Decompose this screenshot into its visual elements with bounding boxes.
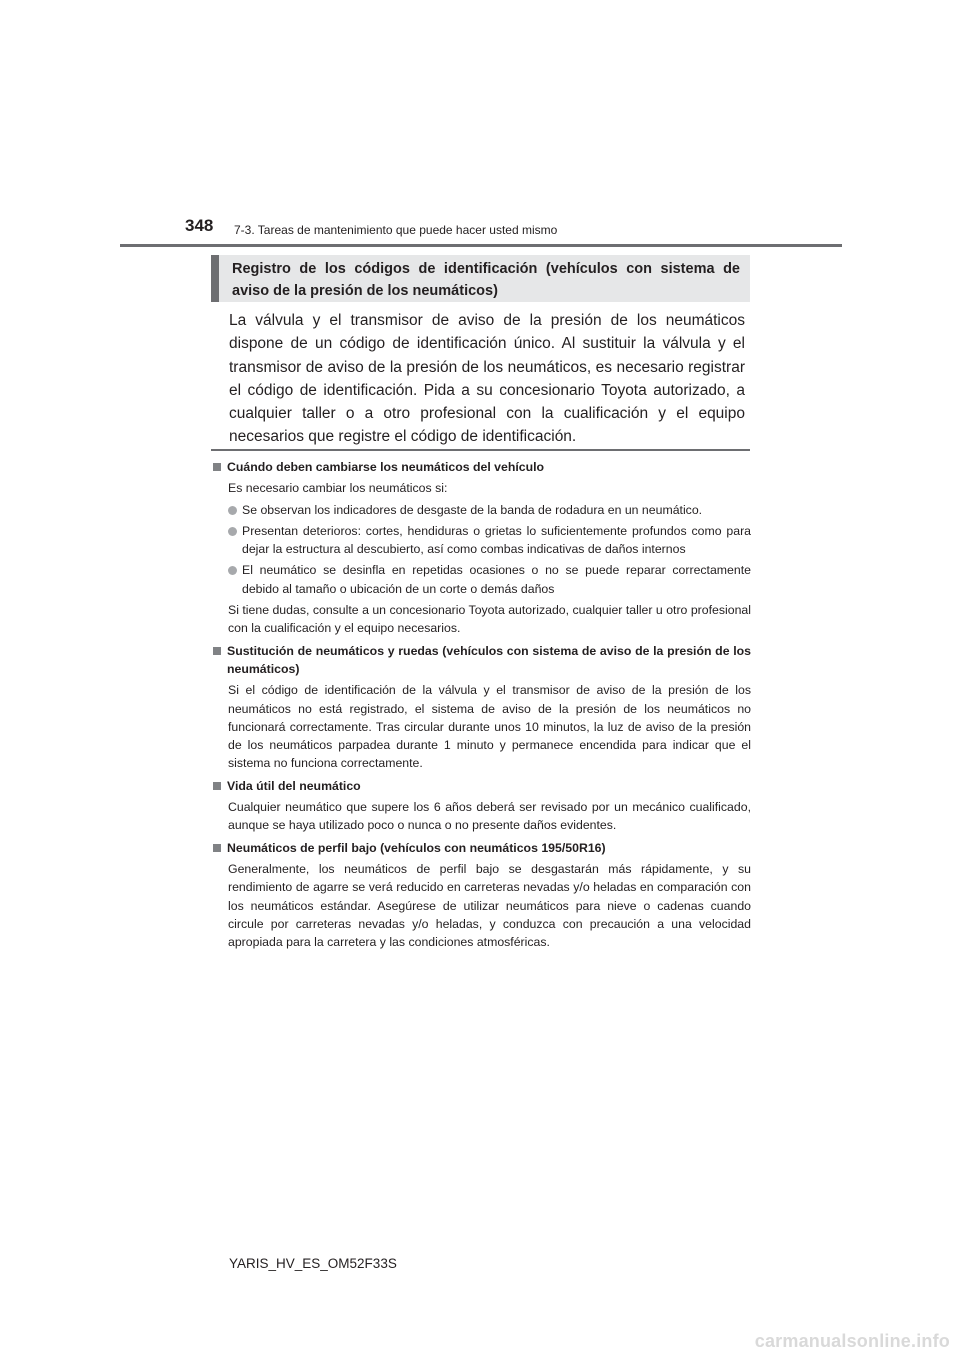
page-number: 348 xyxy=(185,216,214,235)
section-title: Registro de los códigos de identificación (vehículos con sistema de aviso de la presión de los neumáticos) xyxy=(232,261,740,299)
note-heading-text: Sustitución de neumáticos y ruedas (vehículos con sistema de aviso de la presión de los neumáticos) xyxy=(227,643,751,676)
note-body: Cualquier neumático que supere los 6 años deberá ser revisado por un mecánico cualificado, aunque se haya utilizado poco o nunca o no presente daños evidentes. xyxy=(228,800,751,833)
note-tail: Si tiene dudas, consulte a un concesionario Toyota autorizado, cualquier taller u otro profesional con la cualificación y el equipo necesarios. xyxy=(228,603,751,636)
footer-document-code: YARIS_HV_ES_OM52F33S xyxy=(229,1256,397,1271)
separator-rule xyxy=(211,449,750,451)
note-block xyxy=(211,458,751,638)
intro-paragraph: La válvula y el transmisor de aviso de la presión de los neumáticos dispone de un código de identificación único. Al sustituir la válvula y el transmisor de aviso de la presión de los neumáticos, es necesario registrar el código de identificación. Pida a su concesionario Toyota autorizado, a cualquier taller o a otro profesional con la cualificación y el equipo necesarios que registre el código de identificación. xyxy=(229,312,745,446)
square-bullet-icon xyxy=(213,844,221,852)
notes xyxy=(211,458,751,955)
circle-bullet-icon xyxy=(228,527,237,536)
note-heading-text: Vida útil del neumático xyxy=(227,778,361,793)
header-rule xyxy=(120,244,842,247)
list-item xyxy=(228,522,751,559)
watermark[interactable]: carmanualsonline.info xyxy=(754,1331,950,1351)
note-heading xyxy=(211,458,751,476)
list-item-text: Presentan deterioros: cortes, hendiduras o grietas lo suficientemente profundos como para dejar la estructura al descubierto, así como combas indicativas de daños internos xyxy=(242,523,751,557)
section-title-box xyxy=(211,255,750,302)
note-block xyxy=(211,839,751,952)
note-lead: Es necesario cambiar los neumáticos si: xyxy=(228,481,448,496)
note-heading xyxy=(211,642,751,679)
note-body: Si el código de identificación de la válvula y el transmisor de aviso de la presión de los neumáticos no está registrado, el sistema de aviso de la presión de los neumáticos no funcionará correctamente. Tras circular durante unos 10 minutos, la luz de aviso de la presión de los neumáticos parpadea durante 1 minuto y permanece encendida para indicar que el sistema no funciona correctamente. xyxy=(228,683,751,771)
note-block xyxy=(211,777,751,835)
list-item xyxy=(228,501,751,519)
note-body: Generalmente, los neumáticos de perfil bajo se desgastarán más rápidamente, y su rendimiento de agarre se verá reducido en carreteras nevadas y/o heladas en comparación con los neumáticos estándar. Asegúrese de utilizar neumáticos para nieve o cadenas cuando circule por carreteras nevadas y/o heladas, y conduzca con precaución a una velocidad apropiada para la carretera y las condiciones atmosféricas. xyxy=(228,861,751,950)
note-heading-text: Neumáticos de perfil bajo (vehículos con neumáticos 195/50R16) xyxy=(227,840,606,855)
note-heading-text: Cuándo deben cambiarse los neumáticos del vehículo xyxy=(227,460,545,474)
section-reference: 7-3. Tareas de mantenimiento que puede hacer usted mismo xyxy=(234,223,558,237)
square-bullet-icon xyxy=(213,647,221,655)
list-item-text: El neumático se desinfla en repetidas ocasiones o no se puede reparar correctamente debido al tamaño o ubicación de un corte o demás daños xyxy=(242,563,751,596)
note-heading xyxy=(211,777,751,795)
list-item xyxy=(228,561,751,598)
list-item-text: Se observan los indicadores de desgaste de la banda de rodadura en un neumático. xyxy=(242,502,703,517)
note-heading xyxy=(211,839,751,857)
note-block xyxy=(211,642,751,773)
circle-bullet-icon xyxy=(228,566,237,575)
square-bullet-icon xyxy=(213,463,221,471)
circle-bullet-icon xyxy=(228,506,237,515)
square-bullet-icon xyxy=(213,782,221,790)
